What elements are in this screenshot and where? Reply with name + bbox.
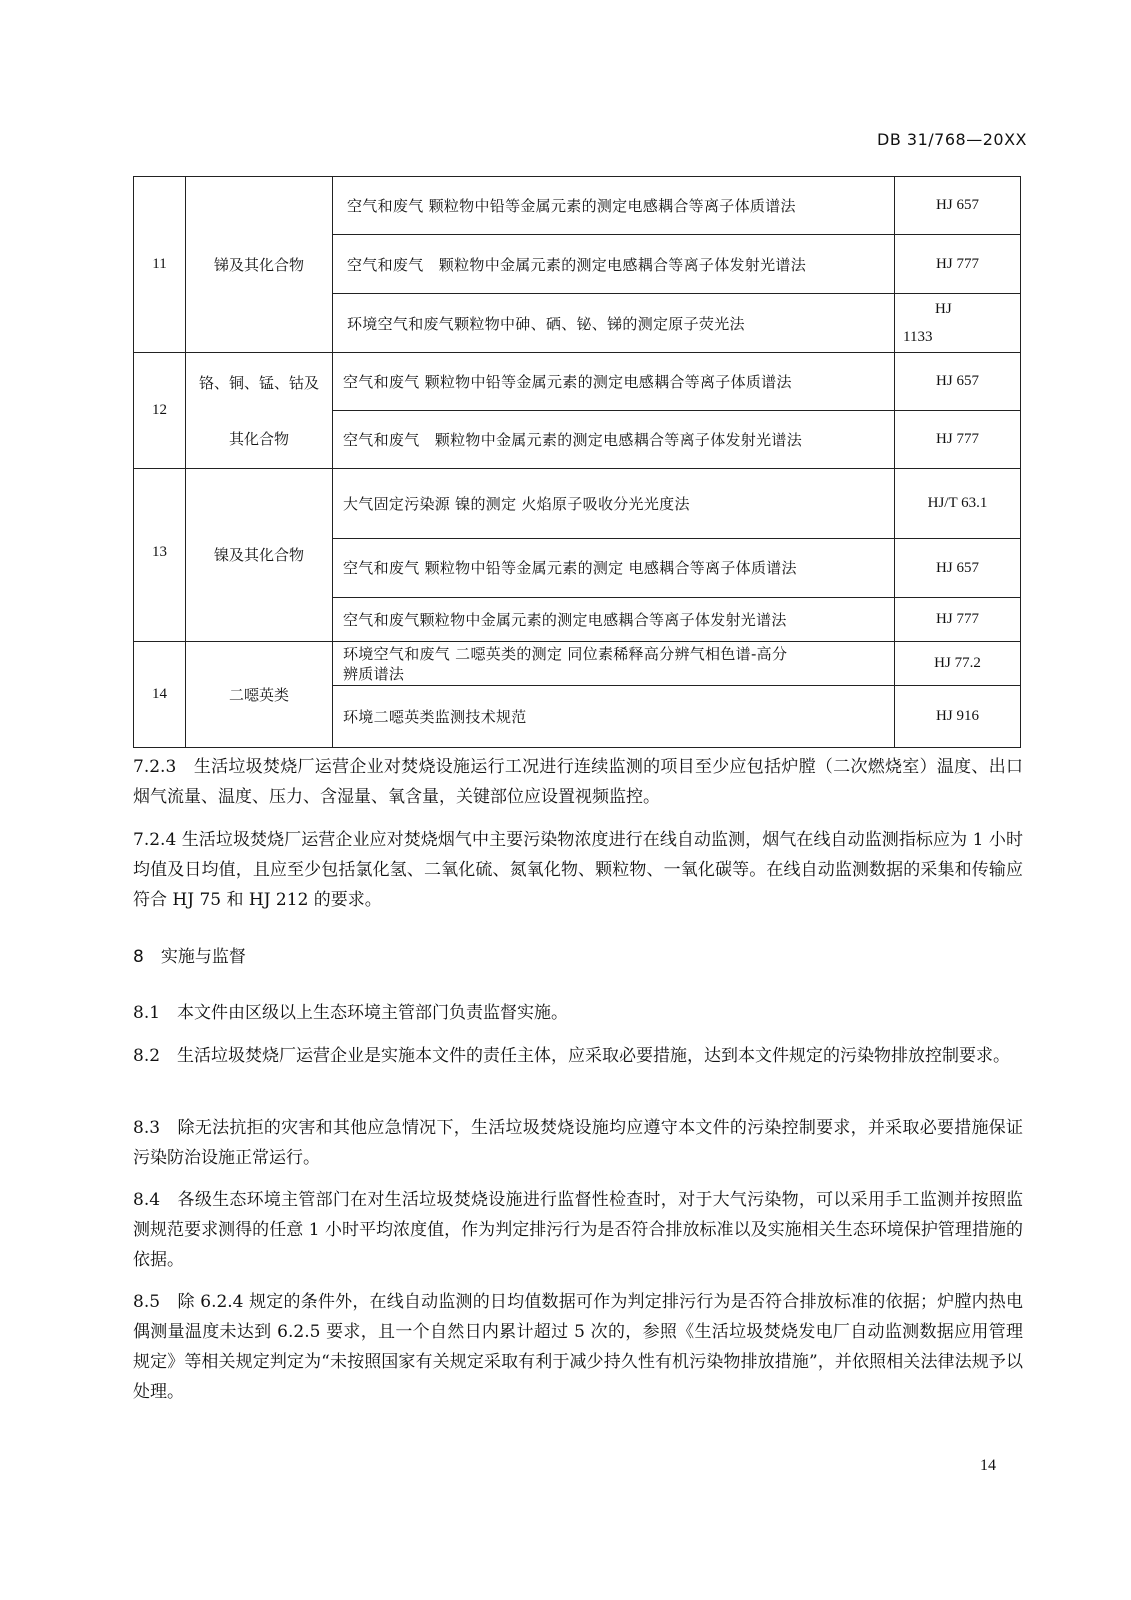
table-row bbox=[134, 353, 1021, 411]
pollutant-item-line: 铬、铜、锰、钴及 bbox=[198, 374, 319, 392]
standard-code: HJ 777 bbox=[895, 235, 1021, 294]
clause-7-2-3: 7.2.3 生活垃圾焚烧厂运营企业对焚烧设施运行工况进行连续监测的项目至少应包括炉膛（二次燃烧室）温度、出口烟气流量、温度、压力、含湿量、氧含量，关键部位应设置视频监控。 bbox=[133, 757, 1023, 807]
standard-code: HJ 77.2 bbox=[895, 642, 1021, 686]
row-number: 14 bbox=[134, 642, 186, 748]
clause-8-4: 8.4 各级生态环境主管部门在对生活垃圾焚烧设施进行监督性检查时，对于大气污染物，可以采用手工监测并按照监测规范要求测得的任意 1 小时平均浓度值，作为判定排污行为是否符合排放标准以及实施相关生态环境保护管理措施的依据。 bbox=[133, 1190, 1023, 1270]
clause-8-1: 8.1 本文件由区级以上生态环境主管部门负责监督实施。 bbox=[133, 1003, 569, 1023]
standard-code-line: HJ bbox=[935, 301, 952, 317]
standard-code: HJ 657 bbox=[895, 539, 1021, 598]
standard-code bbox=[895, 294, 1021, 353]
pollutant-item-line: 其化合物 bbox=[228, 430, 289, 448]
row-number: 13 bbox=[134, 469, 186, 642]
method-name-line: 辨质谱法 bbox=[343, 664, 405, 683]
row-number: 11 bbox=[134, 177, 186, 353]
method-name: 空气和废气 颗粒物中铅等金属元素的测定电感耦合等离子体质谱法 bbox=[333, 177, 895, 235]
method-name bbox=[333, 642, 895, 686]
standard-code: HJ 657 bbox=[895, 177, 1021, 235]
method-name-line: 环境空气和废气 二噁英类的测定 同位素稀释高分辨气相色谱-高分 bbox=[343, 644, 788, 663]
row-number: 12 bbox=[134, 353, 186, 469]
pollutant-item: 镍及其化合物 bbox=[186, 469, 333, 642]
pollutant-item: 锑及其化合物 bbox=[186, 177, 333, 353]
pollutant-item bbox=[186, 353, 333, 469]
standard-code: HJ/T 63.1 bbox=[895, 469, 1021, 539]
method-name: 大气固定污染源 镍的测定 火焰原子吸收分光光度法 bbox=[333, 469, 895, 539]
pollutant-item: 二噁英类 bbox=[186, 642, 333, 748]
standard-code: HJ 657 bbox=[895, 353, 1021, 411]
table-row bbox=[134, 642, 1021, 686]
standard-code: HJ 916 bbox=[895, 686, 1021, 748]
method-name: 空气和废气 颗粒物中铅等金属元素的测定电感耦合等离子体质谱法 bbox=[333, 353, 895, 411]
method-name: 环境二噁英类监测技术规范 bbox=[333, 686, 895, 748]
table-row bbox=[134, 469, 1021, 539]
standards-table bbox=[133, 176, 1021, 748]
table-row bbox=[134, 177, 1021, 235]
page-number: 14 bbox=[980, 1457, 996, 1474]
standard-code: HJ 777 bbox=[895, 598, 1021, 642]
section-title: 8 实施与监督 bbox=[133, 947, 246, 967]
standard-code-line: 1133 bbox=[903, 329, 933, 345]
method-name: 空气和废气颗粒物中金属元素的测定电感耦合等离子体发射光谱法 bbox=[333, 598, 895, 642]
clause-8-3: 8.3 除无法抗拒的灾害和其他应急情况下，生活垃圾焚烧设施均应遵守本文件的污染控制要求，并采取必要措施保证污染防治设施正常运行。 bbox=[133, 1118, 1023, 1168]
document-code: DB 31/768—20XX bbox=[877, 130, 1027, 149]
method-name: 环境空气和废气颗粒物中砷、硒、铋、锑的测定原子荧光法 bbox=[333, 294, 895, 353]
clause-7-2-4: 7.2.4 生活垃圾焚烧厂运营企业应对焚烧烟气中主要污染物浓度进行在线自动监测，烟气在线自动监测指标应为 1 小时均值及日均值，且应至少包括氯化氢、二氧化硫、氮氧化物、颗粒物、一氧化碳等。在线自动监测数据的采集和传输应符合 HJ 75 和 HJ 212 的要求。 bbox=[133, 830, 1023, 910]
standard-code: HJ 777 bbox=[895, 411, 1021, 469]
method-name: 空气和废气 颗粒物中金属元素的测定电感耦合等离子体发射光谱法 bbox=[333, 235, 895, 294]
clause-8-5: 8.5 除 6.2.4 规定的条件外，在线自动监测的日均值数据可作为判定排污行为是否符合排放标准的依据；炉膛内热电偶测量温度未达到 6.2.5 要求，且一个自然日内累计超过 5 次的，参照《生活垃圾焚烧发电厂自动监测数据应用管理规定》等相关规定判定为“未按照国家有关规定采取有利于减少持久性有机污染物排放措施”，并依照相关法律法规予以处理。 bbox=[133, 1292, 1023, 1402]
clause-8-2: 8.2 生活垃圾焚烧厂运营企业是实施本文件的责任主体，应采取必要措施，达到本文件规定的污染物排放控制要求。 bbox=[133, 1046, 1011, 1066]
method-name: 空气和废气 颗粒物中金属元素的测定电感耦合等离子体发射光谱法 bbox=[333, 411, 895, 469]
method-name: 空气和废气 颗粒物中铅等金属元素的测定 电感耦合等离子体质谱法 bbox=[333, 539, 895, 598]
